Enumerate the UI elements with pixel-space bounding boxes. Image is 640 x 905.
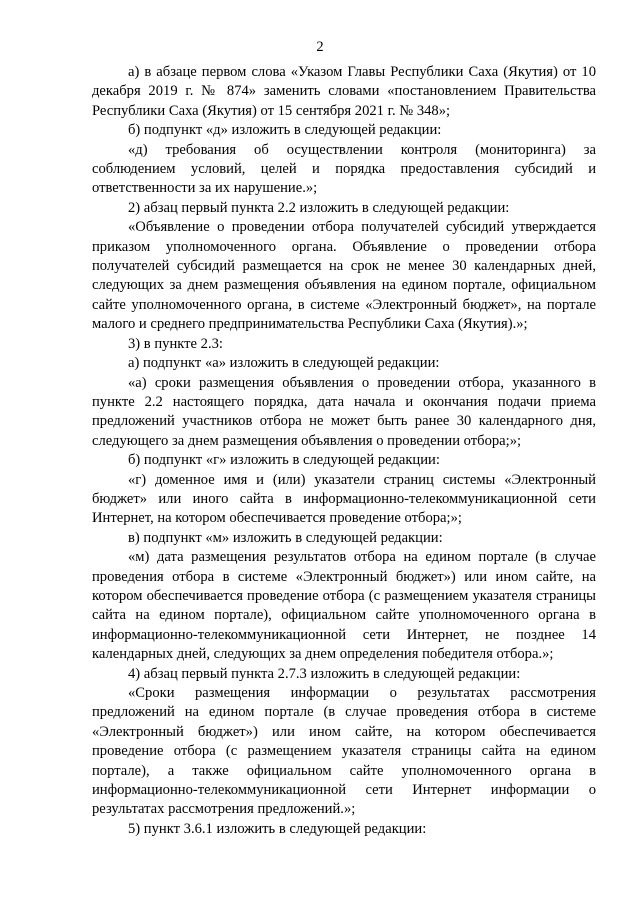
page-number: 2: [316, 39, 324, 55]
paragraph-1: а) в абзаце первом слова «Указом Главы Республики Саха (Якутия) от 10 декабря 2019 г. № 874» заменить словами «постановлением Правительства Республики Саха (Якутия) от 15 сентября 2021 г. № 348»;: [92, 64, 596, 119]
paragraph-10: «г) доменное имя и (или) указатели страниц системы «Электронный бюджет» или иного сайта в информационно-телекоммуникационной сети Интернет, на котором обеспечивается проведение отбора;»;: [92, 471, 596, 527]
paragraph-13: 4) абзац первый пункта 2.7.3 изложить в следующей редакции:: [128, 665, 521, 682]
paragraph-2: б) подпункт «д» изложить в следующей редакции:: [128, 122, 442, 139]
paragraph-5: «Объявление о проведении отбора получателей субсидий утверждается приказом уполномоченного органа. Объявление о проведении отбора получателей субсидий размещается на срок не менее 30 календарных дней, следующих за днем размещения объявления на едином портале, официальном сайте уполномоченного органа, в системе «Электронный бюджет», на портале малого и среднего предпринимательства Республики Саха (Якутия).»;: [92, 219, 596, 333]
paragraph-11: в) подпункт «м» изложить в следующей редакции:: [128, 529, 443, 546]
paragraph-15: 5) пункт 3.6.1 изложить в следующей редакции:: [128, 820, 427, 837]
paragraph-9: б) подпункт «г» изложить в следующей редакции:: [128, 452, 440, 469]
paragraph-4: 2) абзац первый пункта 2.2 изложить в следующей редакции:: [128, 199, 510, 216]
document-body: [92, 63, 596, 839]
paragraph-7: а) подпункт «а» изложить в следующей редакции:: [128, 355, 440, 372]
paragraph-3: «д) требования об осуществлении контроля (мониторинга) за соблюдением условий, целей и порядка предоставления субсидий и ответственности за их нарушение.»;: [92, 141, 596, 197]
paragraph-8: «а) сроки размещения объявления о проведении отбора, указанного в пункте 2.2 настоящего порядка, дата начала и окончания подачи приема предложений участников отбора не может быть ранее 30 календарного дня, следующего за днем размещения объявления о проведении отбора;»;: [92, 374, 596, 449]
paragraph-14: «Сроки размещения информации о результатах рассмотрения предложений на едином портале (в случае проведения отбора в системе «Электронный бюджет») или ином сайте, на котором обеспечивается проведение отбора (с размещением указателя страницы сайта на едином портале), а также официальном сайте уполномоченного органа в информационно-телекоммуникационной сети Интернет информации о результатах рассмотрения предложений.»;: [92, 685, 596, 818]
paragraph-12: «м) дата размещения результатов отбора на едином портале (в случае проведения отбора в системе «Электронный бюджет») или ином сайте, на котором обеспечивается проведение отбора (с размещением указателя страницы сайта на едином портале), официальном сайте уполномоченного органа в информационно-телекоммуникационной сети Интернет, не позднее 14 календарных дней, следующих за днем определения победителя отбора.»;: [92, 549, 596, 663]
paragraph-6: 3) в пункте 2.3:: [128, 335, 223, 352]
